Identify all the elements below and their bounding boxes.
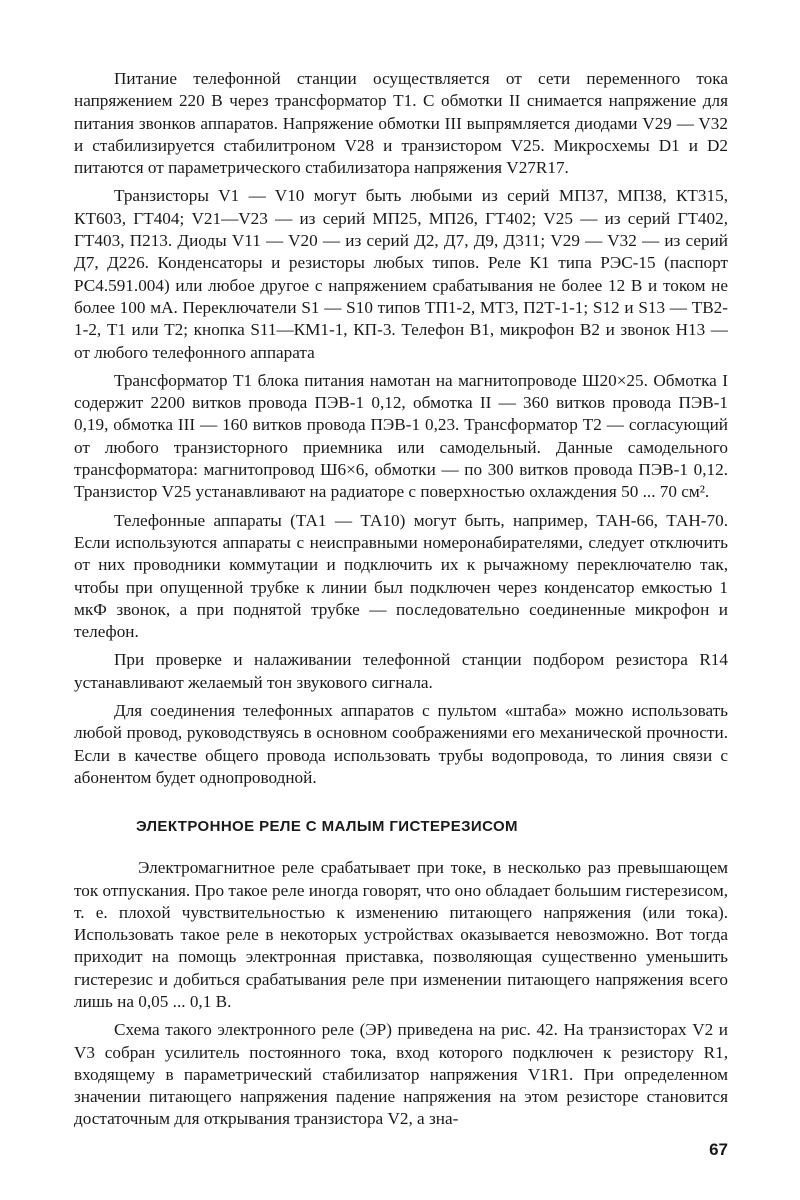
paragraph-relay-circuit: Схема такого электронного реле (ЭР) приведена на рис. 42. На транзисторах V2 и V3 собран усилитель постоянного тока, вход которого подключен к резистору R1, входящему в параметрический стабилизатор напряжения V1R1. При определенном значении питающего напряжения падение напряжения на этом резисторе становится достаточным для открывания транзистора V2, а зна- <box>74 1020 728 1129</box>
paragraph-relay-intro: Электромагнитное реле срабатывает при токе, в несколько раз превышающем ток отпускания. Про такое реле иногда говорят, что оно обладает большим гистерезисом, т. е. плохой чувствительностью к изменению питающего напряжения (или тока). Использовать такое реле в некоторых устройствах оказывается невозможно. Вот тогда приходит на помощь электронная приставка, позволяющая существенно уменьшить гистерезис и добиться срабатывания реле при изменении питающего напряжения всего лишь на 0,05 ... 0,1 В. <box>74 858 728 1011</box>
section-telephone-station <box>74 68 728 789</box>
section-electronic-relay <box>74 857 728 1131</box>
paragraph-phones: Телефонные аппараты (ТА1 — ТА10) могут быть, например, ТАН-66, ТАН-70. Если используются аппараты с неисправными номеронабирателями, следует отключить от них проводники коммутации и подключить их к рычажному переключателю так, чтобы при опущенной трубке к линии был подключен через конденсатор емкостью 1 мкФ звонок, а при поднятой трубке — последовательно соединенные микрофон и телефон. <box>74 510 728 642</box>
paragraph-components: Транзисторы V1 — V10 могут быть любыми из серий МП37, МП38, КТ315, КТ603, ГТ404; V21—V23 — из серий МП25, МП26, ГТ402; V25 — из серий ГТ402, ГТ403, П213. Диоды V11 — V20 — из серий Д2, Д7, Д9, Д311; V29 — V32 — из серий Д7, Д226. Конденсаторы и резисторы любых типов. Реле К1 типа РЭС-15 (паспорт РС4.591.004) или любое другое с напряжением срабатывания не более 12 В и током не более 100 мА. Переключатели S1 — S10 типов ТП1-2, МТ3, П2Т-1-1; S12 и S13 — ТВ2-1-2, Т1 или Т2; кнопка S11—КМ1-1, КП-3. Телефон В1, микрофон В2 и звонок Н13 — от любого телефонного аппарата <box>74 186 728 362</box>
page-number: 67 <box>709 1140 728 1159</box>
paragraph-adjustment: При проверке и налаживании телефонной станции подбором резистора R14 устанавливают желаемый тон звукового сигнала. <box>74 650 728 692</box>
paragraph-transformer: Трансформатор Т1 блока питания намотан на магнитопроводе Ш20×25. Обмотка I содержит 2200 витков провода ПЭВ-1 0,12, обмотка II — 360 витков провода ПЭВ-1 0,19, обмотка III — 160 витков провода ПЭВ-1 0,23. Трансформатор Т2 — согласующий от любого транзисторного приемника или самодельный. Данные самодельного трансформатора: магнитопровод Ш6×6, обмотки — по 300 витков провода ПЭВ-1 0,12. Транзистор V25 устанавливают на радиаторе с поверхностью охлаждения 50 ... 70 см². <box>74 370 728 502</box>
paragraph-wiring: Для соединения телефонных аппаратов с пультом «штаба» можно использовать любой провод, руководствуясь в основном соображениями его механической прочности. Если в качестве общего провода использовать трубы водопровода, то линия связи с абонентом будет однопроводной. <box>74 701 728 787</box>
paragraph-power-supply: Питание телефонной станции осуществляется от сети переменного тока напряжением 220 В через трансформатор Т1. С обмотки II снимается напряжение для питания звонков аппаратов. Напряжение обмотки III выпрямляется диодами V29 — V32 и стабилизируется стабилитроном V28 и транзистором V25. Микросхемы D1 и D2 питаются от параметрического стабилизатора напряжения V27R17. <box>74 69 728 178</box>
document-page <box>74 68 728 1131</box>
section-heading: ЭЛЕКТРОННОЕ РЕЛЕ С МАЛЫМ ГИСТЕРЕЗИСОМ <box>136 818 518 836</box>
